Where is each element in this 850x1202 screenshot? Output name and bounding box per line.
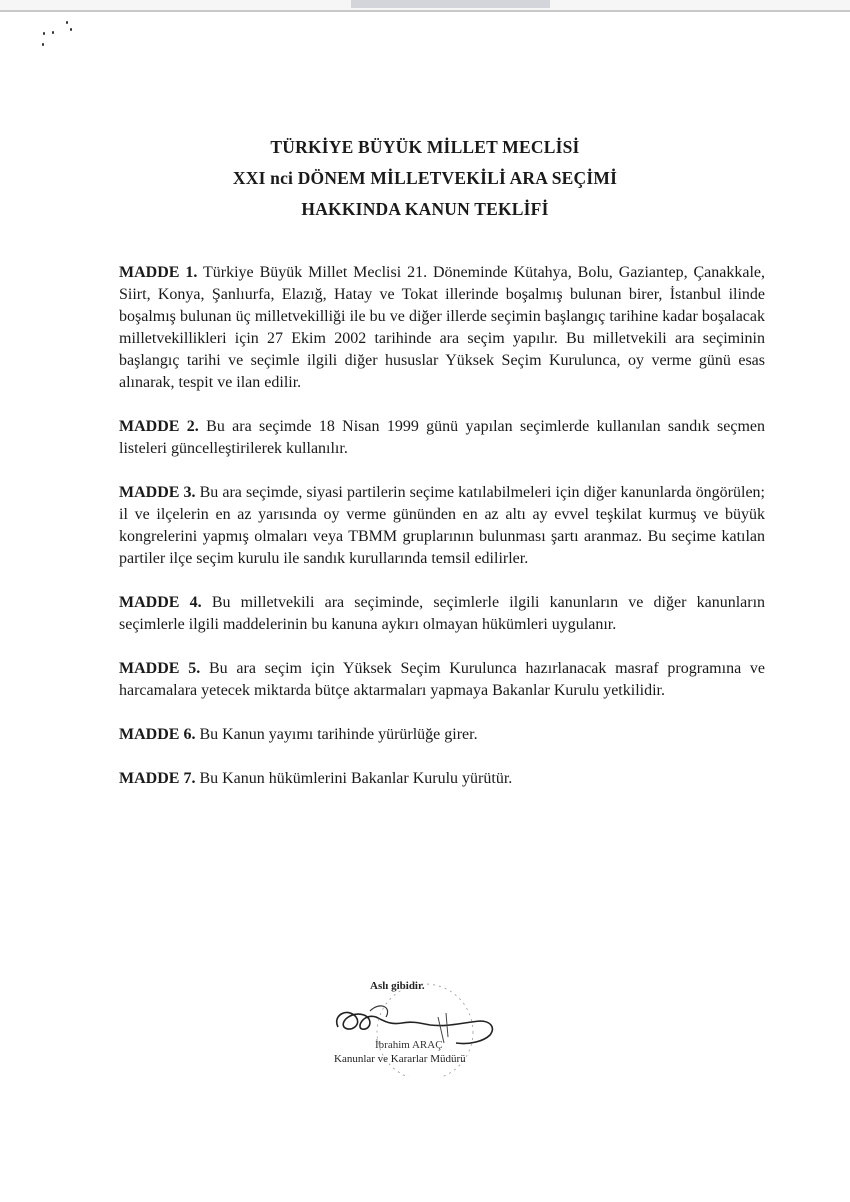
scan-speck xyxy=(70,28,72,31)
article-text: Bu Kanun hükümlerini Bakanlar Kurulu yürütür. xyxy=(199,770,513,787)
stamp-signer-title: Kanunlar ve Kararlar Müdürü xyxy=(334,1053,466,1065)
article-7 xyxy=(119,768,765,790)
article-label: MADDE 2. xyxy=(119,418,199,435)
title-line-1: TÜRKİYE BÜYÜK MİLLET MECLİSİ xyxy=(270,137,580,157)
article-label: MADDE 3. xyxy=(119,484,196,501)
article-label: MADDE 7. xyxy=(119,770,196,787)
scan-speck xyxy=(42,43,44,46)
title-line-3: HAKKINDA KANUN TEKLİFİ xyxy=(301,199,549,219)
article-1 xyxy=(119,262,765,394)
article-4 xyxy=(119,592,765,636)
article-text: Türkiye Büyük Millet Meclisi 21. Döneminde Kütahya, Bolu, Gaziantep, Çanakkale, Siirt, Konya, Şanlıurfa, Elazığ, Hatay ve Tokat illerinde boşalmış bulunan birer, İstanbul ilinde boşalmış bulunan üç milletvekilliği ile bu ve diğer illerde seçimin başlangıç tarihine kadar boşalacak milletvekillikleri için 27 Ekim 2002 tarihinde ara seçim yapılır. Bu milletvekili ara seçiminin başlangıç tarihi ve seçimle ilgili diğer hususlar Yüksek Seçim Kurulunca, oy verme günü esas alınarak, tespit ve ilan edilir. xyxy=(119,264,766,391)
article-2 xyxy=(119,416,765,460)
article-text: Bu ara seçimde, siyasi partilerin seçime katılabilmeleri için diğer kanunlarda öngörülen; il ve ilçelerin en az yarısında oy verme gününden en az altı ay evvel teşkilat kurmuş ve büyük kongrelerini yapmış olmaları veya TBMM gruplarının bulunması şartı aranmaz. Bu seçime katılan partiler ilçe seçim kurulu ile sandık kurullarında temsil edilirler. xyxy=(119,484,766,567)
scan-speck xyxy=(43,32,45,35)
article-5 xyxy=(119,658,765,702)
article-6 xyxy=(119,724,765,746)
stamp-certification-text: Aslı gibidir. xyxy=(370,980,425,992)
article-text: Bu milletvekili ara seçiminde, seçimlerle ilgili kanunların ve diğer kanunların seçimlerle ilgili maddelerinin bu kanuna aykırı olmayan hükümleri uygulanır. xyxy=(119,594,766,633)
article-text: Bu ara seçim için Yüksek Seçim Kurulunca hazırlanacak masraf programına ve harcamalara yetecek miktarda bütçe aktarmaları yapmaya Bakanlar Kurulu yetkilidir. xyxy=(119,660,766,699)
article-label: MADDE 6. xyxy=(119,726,196,743)
stamp-signer-name: İbrahim ARAÇ xyxy=(375,1039,443,1051)
viewer-top-bar xyxy=(0,0,850,12)
horizontal-scrollbar-thumb[interactable] xyxy=(351,0,550,8)
scan-speck xyxy=(66,21,68,24)
article-label: MADDE 5. xyxy=(119,660,201,677)
scan-speck xyxy=(52,31,54,34)
document-title xyxy=(0,132,850,225)
article-text: Bu Kanun yayımı tarihinde yürürlüğe girer. xyxy=(199,726,478,743)
certification-stamp xyxy=(330,977,520,1077)
article-label: MADDE 1. xyxy=(119,264,198,281)
article-label: MADDE 4. xyxy=(119,594,202,611)
articles-list xyxy=(119,262,765,812)
article-text: Bu ara seçimde 18 Nisan 1999 günü yapılan seçimlerde kullanılan sandık seçmen listeleri güncelleştirilerek kullanılır. xyxy=(119,418,766,457)
document-page xyxy=(0,12,850,1202)
title-line-2: XXI nci DÖNEM MİLLETVEKİLİ ARA SEÇİMİ xyxy=(232,168,618,188)
article-3 xyxy=(119,482,765,570)
